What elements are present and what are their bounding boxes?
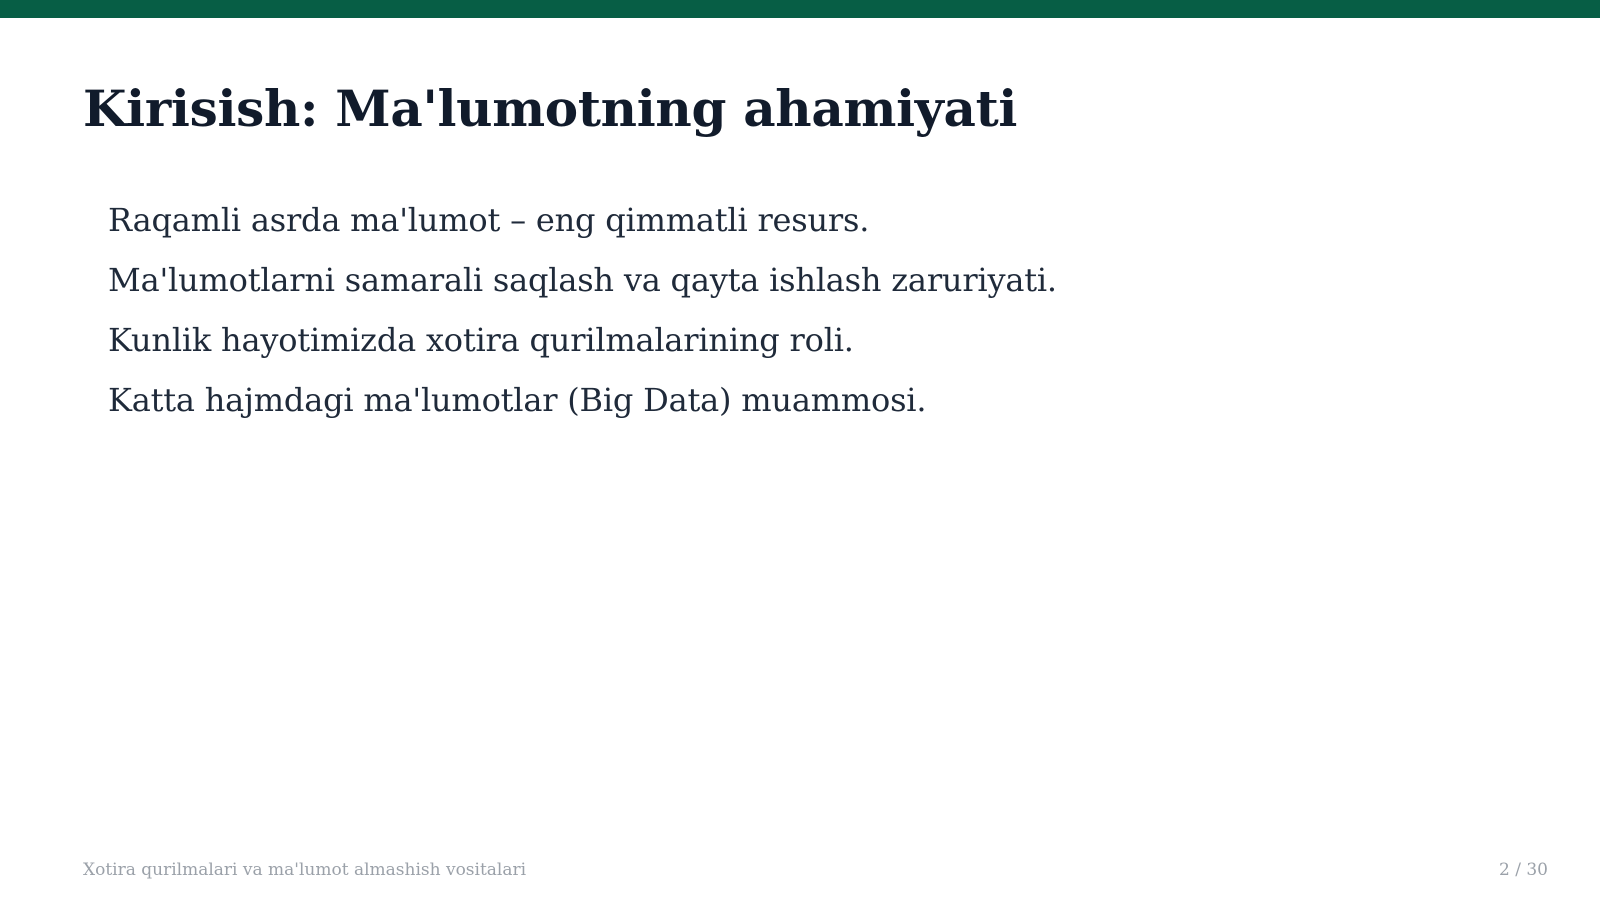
page-indicator: 2 / 30 [1499,860,1548,880]
slide-title: Kirisish: Ma'lumotning ahamiyati [83,79,1018,138]
footer-presentation-title: Xotira qurilmalari va ma'lumot almashish vositalari [83,860,527,880]
bullet-item: Kunlik hayotimizda xotira qurilmalarining roli. [108,321,854,359]
accent-top-bar [0,0,1600,18]
bullet-item: Raqamli asrda ma'lumot – eng qimmatli resurs. [108,201,870,239]
bullet-list [108,190,1057,430]
bullet-item: Katta hajmdagi ma'lumotlar (Big Data) muammosi. [108,381,927,419]
bullet-item: Ma'lumotlarni samarali saqlash va qayta ishlash zaruriyati. [108,261,1057,299]
